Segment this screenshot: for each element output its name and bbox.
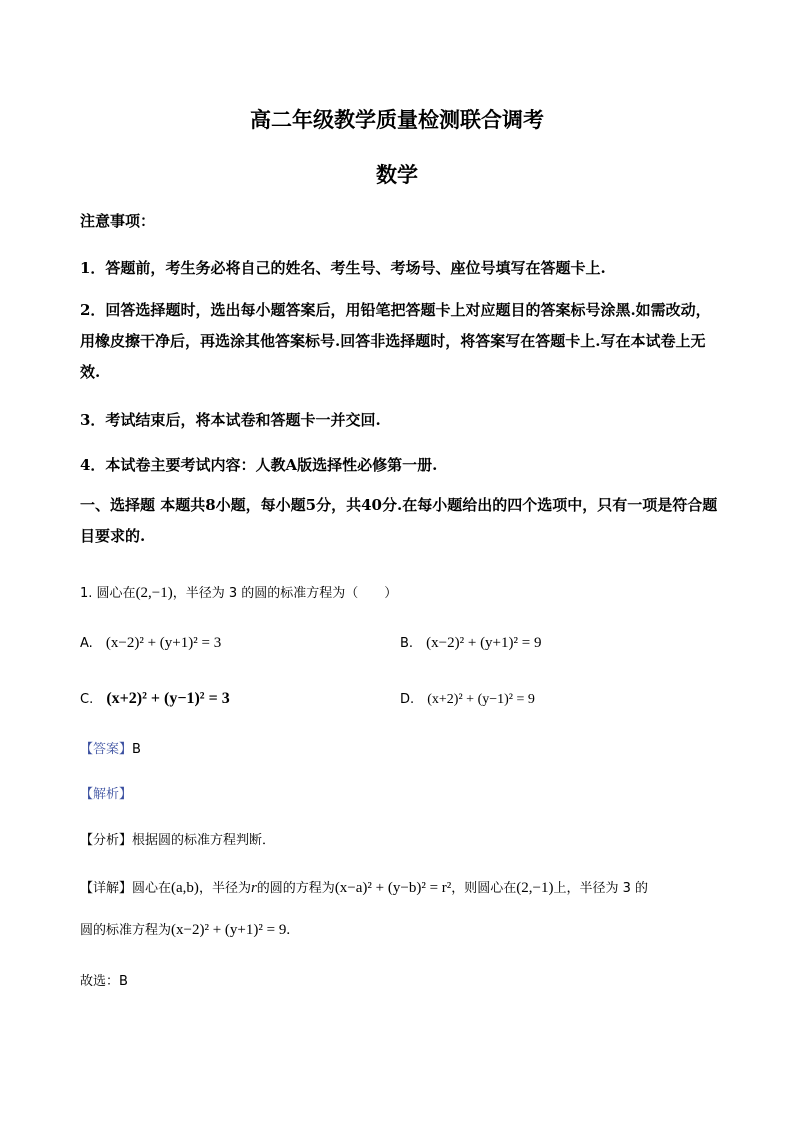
detail-math-4: (2,−1) (516, 880, 554, 896)
option-d-label: D. (400, 692, 415, 707)
question-stem (80, 582, 397, 602)
analysis-tag: 【解析】 (80, 787, 133, 802)
analysis-line (80, 783, 132, 802)
option-b (400, 632, 541, 652)
detail-line-2 (80, 919, 290, 939)
option-d-formula: (x+2)² + (y−1)² = 9 (427, 692, 535, 707)
question-stem-before: 圆心在 (96, 586, 136, 601)
subject-title: 数学 (376, 162, 418, 187)
fenxi-text: 根据圆的标准方程判断． (132, 833, 276, 848)
note-item-4: 4．本试卷主要考试内容：人教A版选择性必修第一册. (80, 456, 438, 474)
note-item-3: 3．考试结束后，将本试卷和答题卡一并交回. (80, 411, 381, 429)
detail-text-4: ，则圆心在 (451, 881, 517, 896)
detail-line-1 (80, 877, 648, 897)
detail-line2-end: . (286, 922, 291, 938)
detail-math-2: r (250, 880, 257, 896)
detail-text-5: 上，半径为 3 的 (553, 881, 649, 896)
option-c-formula: (x+2)² + (y−1)² = 3 (106, 690, 230, 707)
option-c-label: C. (80, 692, 94, 707)
question-stem-after: ，半径为 3 的圆的标准方程为（ ） (172, 586, 398, 601)
option-a-formula: (x−2)² + (y+1)² = 3 (105, 635, 222, 651)
detail-text-3: 的圆的方程为 (256, 881, 335, 896)
note-item-1: 1．答题前，考生务必将自己的姓名、考生号、考场号、座位号填写在答题卡上. (80, 259, 606, 277)
section-heading: 一、选择题 本题共8小题，每小题5分，共40分.在每小题给出的四个选项中，只有一项是符合题目要求的. (80, 496, 718, 545)
answer-tag: 【答案】 (80, 742, 133, 757)
choice-line: 故选：B (80, 974, 128, 989)
detail-math-3: (x−a)² + (y−b)² = r² (334, 880, 452, 896)
detail-text-2: ，半径为 (198, 881, 251, 896)
fenxi-tag: 【分析】 (80, 833, 133, 848)
option-b-formula: (x−2)² + (y+1)² = 9 (426, 635, 542, 651)
question-point: (2,−1) (135, 585, 173, 601)
option-d (400, 688, 535, 708)
option-b-label: B. (400, 636, 414, 651)
option-c (80, 688, 230, 708)
detail-text-1: 圆心在 (132, 881, 172, 896)
option-a (80, 632, 221, 652)
note-item-2: 2．回答选择题时，选出每小题答案后，用铅笔把答题卡上对应题目的答案标号涂黑.如需改动，用橡皮擦干净后，再选涂其他答案标号.回答非选择题时，将答案写在答题卡上.写在本试卷上无效. (80, 301, 711, 381)
option-a-label: A. (80, 636, 93, 651)
detail-line2-math: (x−2)² + (y+1)² = 9 (171, 922, 287, 938)
exam-title: 高二年级教学质量检测联合调考 (250, 107, 544, 132)
detail-line2-text: 圆的标准方程为 (80, 923, 172, 938)
fenxi-line (80, 829, 275, 848)
notes-heading: 注意事项： (80, 212, 156, 230)
detail-math-1: (a,b) (171, 880, 199, 896)
answer-line (80, 738, 141, 757)
question-number: 1. (80, 586, 93, 601)
answer-value: B (132, 742, 141, 757)
detail-tag: 【详解】 (80, 881, 133, 896)
